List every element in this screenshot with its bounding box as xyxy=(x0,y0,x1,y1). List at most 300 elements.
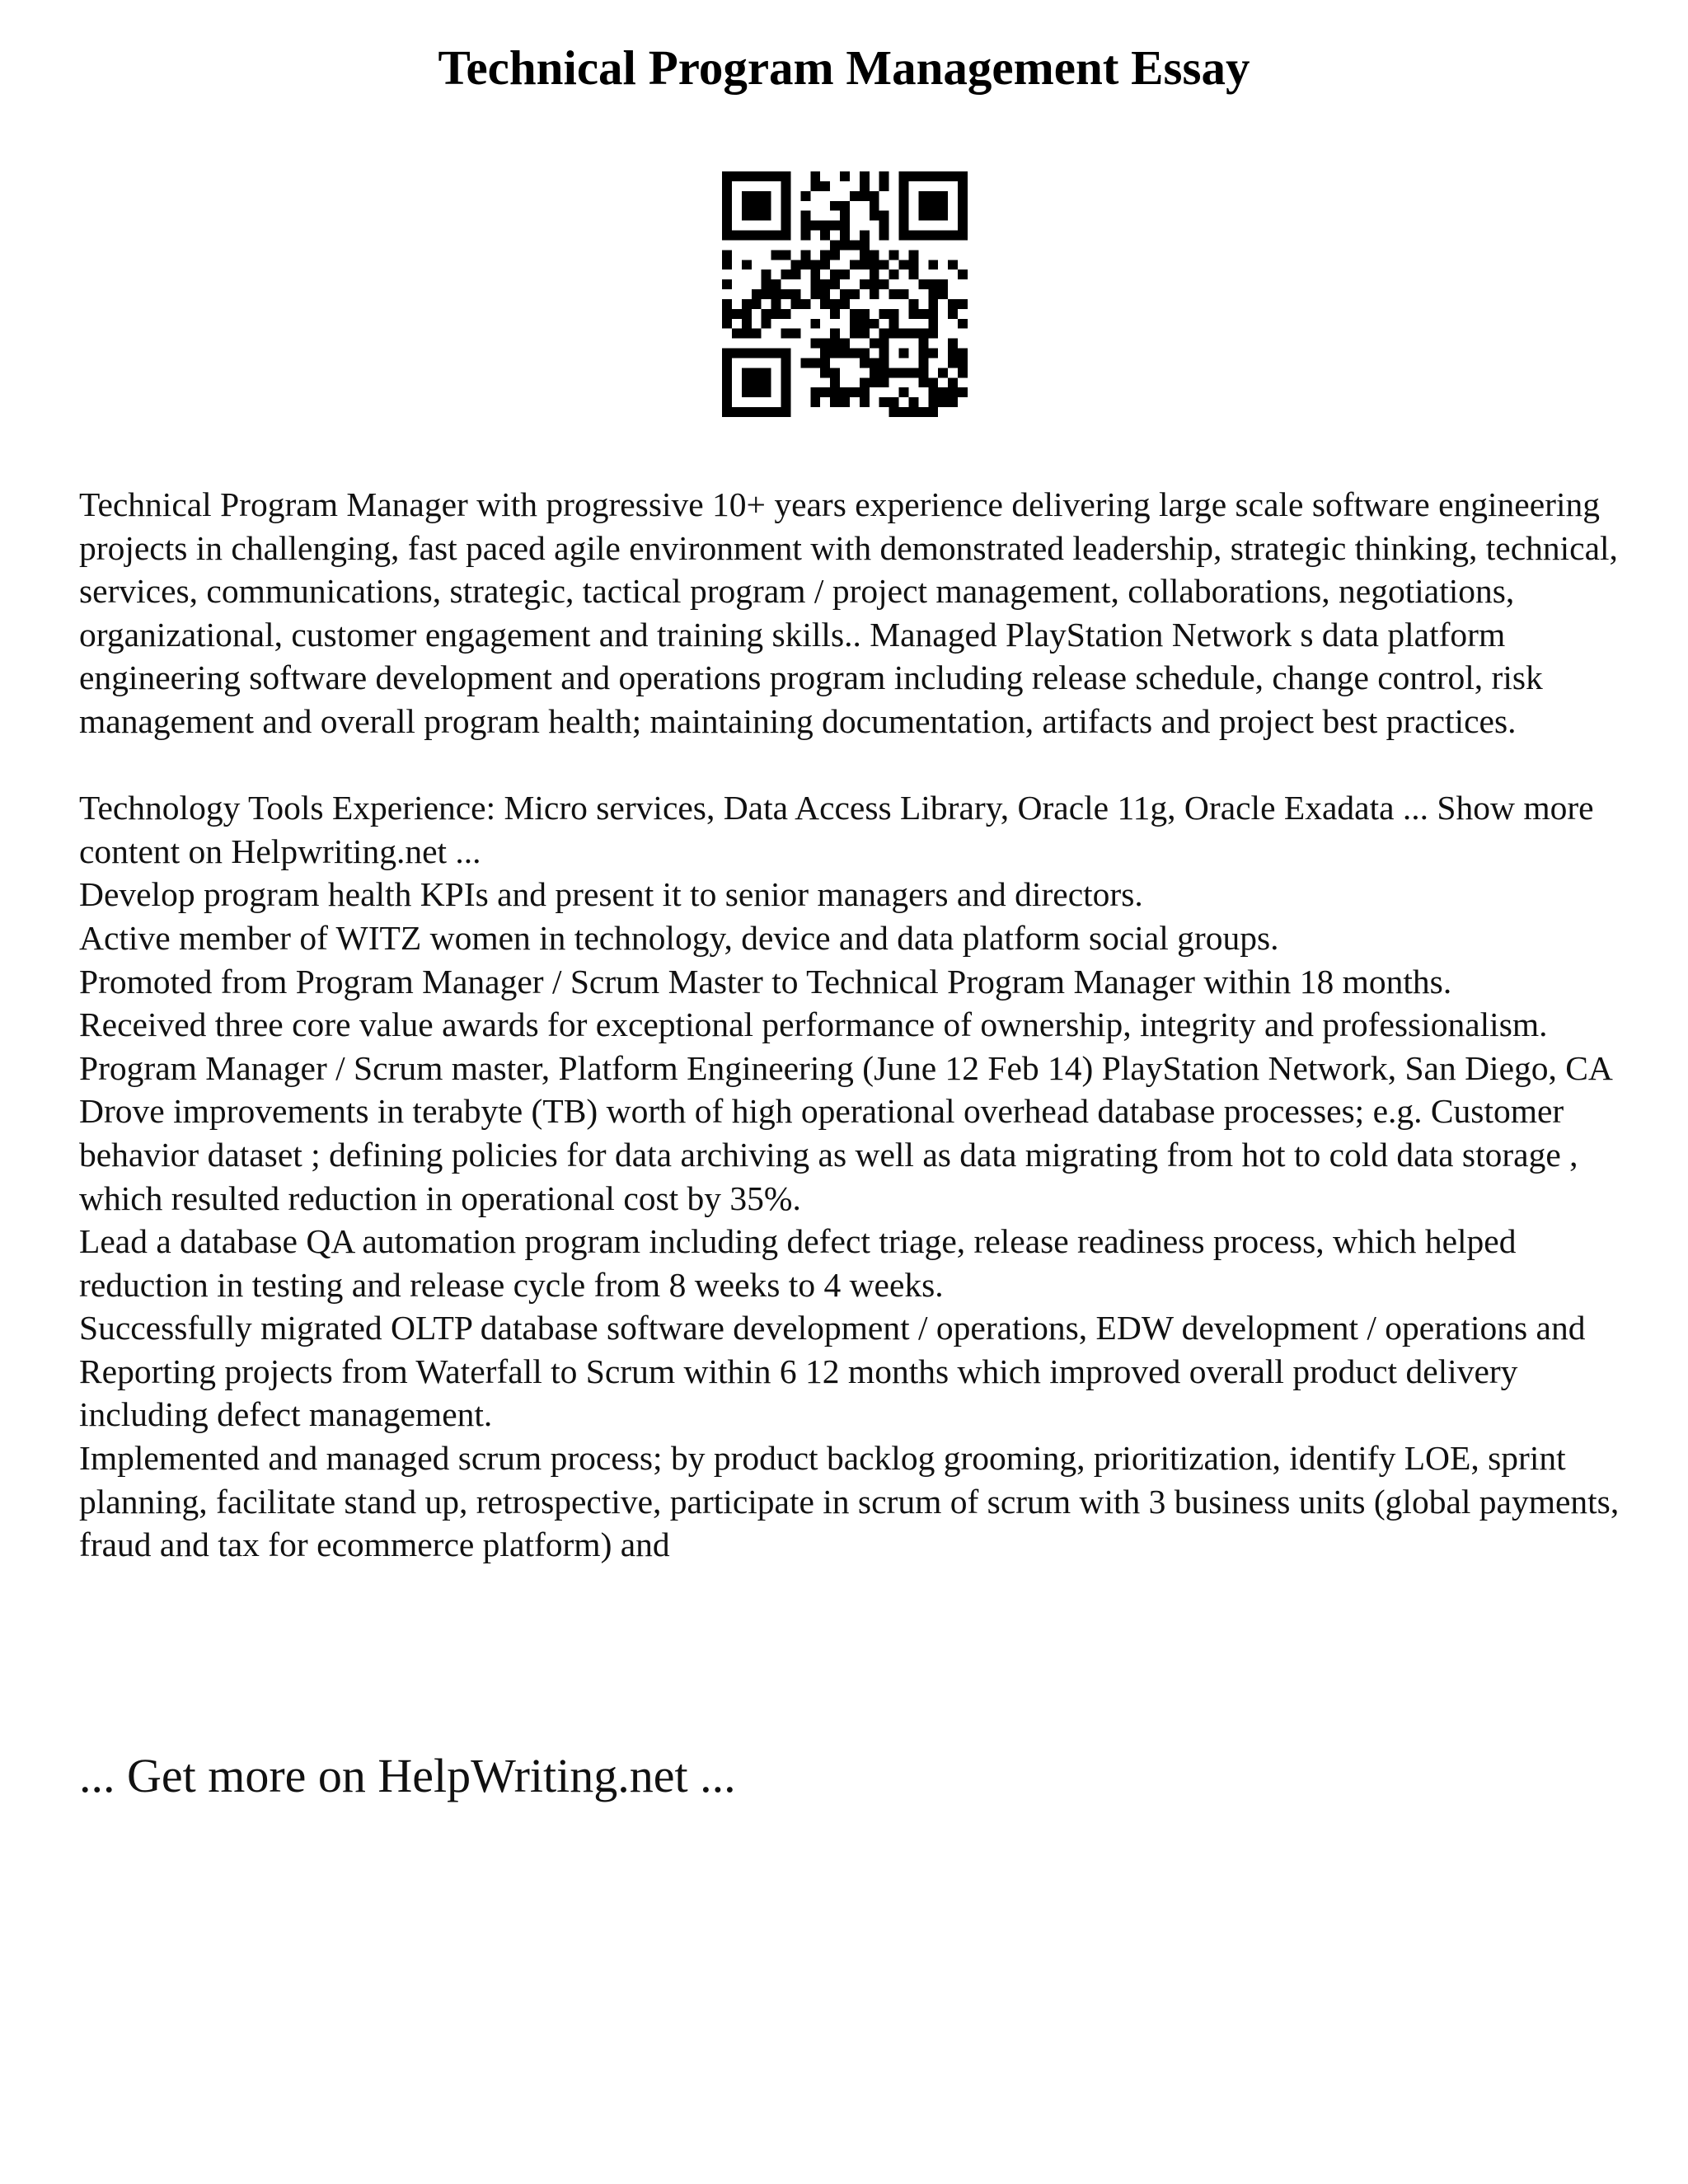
qr-module xyxy=(810,387,820,397)
qr-module xyxy=(752,387,762,397)
qr-module xyxy=(879,221,889,231)
body-line: Successfully migrated OLTP database software development / operations, EDW development / operations and Reporting projects from Waterfall to Scrum within 6 12 months which improved overall product delivery including defect management. xyxy=(79,1309,1586,1434)
qr-module xyxy=(908,407,918,417)
qr-module xyxy=(918,211,928,221)
qr-module xyxy=(860,171,870,181)
qr-module xyxy=(781,377,791,387)
qr-module xyxy=(771,231,781,241)
qr-module xyxy=(928,211,938,221)
qr-module xyxy=(722,201,732,211)
body-line: Program Manager / Scrum master, Platform Engineering (June 12 Feb 14) PlayStation Network, San Diego, CA xyxy=(79,1048,1613,1087)
qr-module xyxy=(732,407,742,417)
qr-module xyxy=(918,191,928,201)
qr-module xyxy=(732,309,742,319)
qr-module xyxy=(742,368,752,377)
qr-module xyxy=(722,221,732,231)
qr-module xyxy=(870,260,879,269)
qr-module xyxy=(870,201,879,211)
qr-module xyxy=(762,289,771,299)
qr-module xyxy=(879,260,889,269)
qr-module xyxy=(879,339,889,349)
qr-module xyxy=(762,211,771,221)
qr-module xyxy=(722,299,732,309)
qr-module xyxy=(908,231,918,241)
qr-module xyxy=(742,260,752,269)
qr-module xyxy=(860,358,870,368)
qr-module xyxy=(732,231,742,241)
qr-module xyxy=(790,260,800,269)
qr-module xyxy=(860,349,870,359)
qr-module xyxy=(889,397,899,407)
qr-module xyxy=(870,279,879,289)
qr-module xyxy=(781,358,791,368)
qr-module xyxy=(840,171,850,181)
qr-module xyxy=(810,397,820,407)
qr-module xyxy=(850,329,860,339)
qr-module xyxy=(918,201,928,211)
qr-module xyxy=(722,368,732,377)
qr-module xyxy=(948,397,958,407)
qr-module xyxy=(810,221,820,231)
qr-module xyxy=(958,269,968,279)
qr-module xyxy=(732,349,742,359)
qr-module xyxy=(889,289,899,299)
qr-module xyxy=(771,289,781,299)
qr-module xyxy=(870,289,879,299)
qr-module xyxy=(800,260,810,269)
qr-module xyxy=(840,289,850,299)
qr-module xyxy=(781,329,791,339)
qr-module xyxy=(800,211,810,221)
qr-module xyxy=(870,211,879,221)
qr-module xyxy=(752,407,762,417)
qr-module xyxy=(752,329,762,339)
qr-module xyxy=(958,358,968,368)
qr-module xyxy=(830,397,840,407)
qr-module xyxy=(722,279,732,289)
qr-module xyxy=(938,289,948,299)
qr-module xyxy=(870,319,879,329)
qr-module xyxy=(722,250,732,260)
qr-module xyxy=(879,349,889,359)
qr-module xyxy=(781,289,791,299)
qr-module xyxy=(908,329,918,339)
qr-module xyxy=(948,387,958,397)
qr-module xyxy=(781,201,791,211)
qr-module xyxy=(928,299,938,309)
qr-module xyxy=(762,319,771,329)
qr-module xyxy=(771,250,781,260)
qr-module xyxy=(830,201,840,211)
qr-module xyxy=(742,387,752,397)
qr-module xyxy=(899,231,909,241)
qr-module xyxy=(860,240,870,250)
qr-module xyxy=(899,289,909,299)
qr-module xyxy=(722,349,732,359)
qr-module xyxy=(830,269,840,279)
qr-module xyxy=(820,181,830,191)
qr-module xyxy=(810,260,820,269)
qr-module xyxy=(820,299,830,309)
qr-module xyxy=(771,279,781,289)
qr-module xyxy=(790,329,800,339)
qr-module xyxy=(860,377,870,387)
qr-module xyxy=(928,397,938,407)
qr-module xyxy=(908,309,918,319)
qr-module xyxy=(879,171,889,181)
qr-module xyxy=(762,368,771,377)
qr-module xyxy=(752,349,762,359)
qr-module xyxy=(958,171,968,181)
qr-module xyxy=(781,397,791,407)
qr-module xyxy=(742,309,752,319)
qr-module xyxy=(908,269,918,279)
qr-module xyxy=(752,191,762,201)
qr-module xyxy=(928,279,938,289)
qr-module xyxy=(948,349,958,359)
qr-module xyxy=(810,339,820,349)
qr-module xyxy=(830,309,840,319)
qr-module xyxy=(899,181,909,191)
qr-module xyxy=(928,231,938,241)
qr-module xyxy=(870,191,879,201)
qr-module xyxy=(889,368,899,377)
qr-module xyxy=(762,201,771,211)
qr-module xyxy=(830,299,840,309)
qr-module xyxy=(752,201,762,211)
qr-module xyxy=(928,191,938,201)
qr-module xyxy=(762,269,771,279)
qr-module xyxy=(928,377,938,387)
qr-module xyxy=(879,181,889,191)
qr-module xyxy=(870,250,879,260)
qr-module xyxy=(879,397,889,407)
qr-module xyxy=(781,368,791,377)
qr-module xyxy=(938,387,948,397)
qr-module xyxy=(918,358,928,368)
qr-module xyxy=(790,289,800,299)
qr-module xyxy=(948,171,958,181)
qr-module xyxy=(928,319,938,329)
qr-module xyxy=(722,260,732,269)
qr-module xyxy=(850,289,860,299)
qr-module xyxy=(928,201,938,211)
qr-module xyxy=(889,329,899,339)
qr-module xyxy=(820,279,830,289)
qr-module xyxy=(790,269,800,279)
qr-code-image xyxy=(722,171,968,417)
qr-module xyxy=(908,368,918,377)
qr-module xyxy=(879,368,889,377)
qr-module xyxy=(879,358,889,368)
qr-module xyxy=(850,240,860,250)
qr-module xyxy=(762,309,771,319)
qr-module xyxy=(840,349,850,359)
qr-module xyxy=(908,397,918,407)
qr-module xyxy=(752,231,762,241)
qr-module xyxy=(800,358,810,368)
qr-module xyxy=(820,358,830,368)
qr-module xyxy=(810,171,820,181)
qr-module xyxy=(879,309,889,319)
qr-module xyxy=(742,191,752,201)
qr-module xyxy=(958,221,968,231)
body-line: Technology Tools Experience: Micro services, Data Access Library, Oracle 11g, Oracle Exadata ... Show more content on Helpwriting.net ... xyxy=(79,789,1594,870)
qr-module xyxy=(820,387,830,397)
body-line: Promoted from Program Manager / Scrum Master to Technical Program Manager within 18 months. xyxy=(79,962,1452,1001)
qr-module xyxy=(928,260,938,269)
qr-module xyxy=(850,387,860,397)
qr-module xyxy=(938,211,948,221)
qr-module xyxy=(958,231,968,241)
qr-module xyxy=(850,309,860,319)
qr-module xyxy=(840,211,850,221)
qr-module xyxy=(820,368,830,377)
qr-module xyxy=(908,260,918,269)
qr-module xyxy=(958,299,968,309)
qr-module xyxy=(742,299,752,309)
qr-module xyxy=(742,329,752,339)
qr-module xyxy=(781,349,791,359)
qr-module xyxy=(899,387,909,397)
qr-module xyxy=(918,339,928,349)
qr-module xyxy=(752,299,762,309)
qr-module xyxy=(899,349,909,359)
qr-module xyxy=(781,181,791,191)
qr-module xyxy=(810,358,820,368)
body-line: Lead a database QA automation program including defect triage, release readiness process, which helped reduction in testing and release cycle from 8 weeks to 4 weeks. xyxy=(79,1222,1517,1304)
qr-module xyxy=(948,260,958,269)
qr-module xyxy=(870,368,879,377)
qr-module xyxy=(918,171,928,181)
qr-module xyxy=(722,358,732,368)
qr-module xyxy=(958,319,968,329)
qr-module xyxy=(928,329,938,339)
qr-module xyxy=(948,309,958,319)
qr-module xyxy=(830,279,840,289)
body-line: Received three core value awards for exceptional performance of ownership, integrity and professionalism. xyxy=(79,1005,1548,1044)
qr-module xyxy=(958,211,968,221)
qr-module xyxy=(958,191,968,201)
qr-module xyxy=(918,329,928,339)
qr-module xyxy=(860,231,870,241)
get-more-link[interactable]: ... Get more on HelpWriting.net ... xyxy=(79,1749,736,1802)
qr-module xyxy=(752,171,762,181)
qr-module xyxy=(732,329,742,339)
qr-module xyxy=(899,260,909,269)
qr-module xyxy=(918,279,928,289)
qr-module xyxy=(899,191,909,201)
qr-module xyxy=(879,211,889,221)
qr-module xyxy=(820,221,830,231)
qr-module xyxy=(938,279,948,289)
qr-module xyxy=(899,221,909,231)
qr-module xyxy=(889,309,899,319)
qr-module xyxy=(899,329,909,339)
qr-module xyxy=(889,319,899,329)
qr-module xyxy=(742,201,752,211)
document-title: Technical Program Management Essay xyxy=(438,40,1250,95)
qr-module xyxy=(830,329,840,339)
qr-module xyxy=(908,171,918,181)
body-line: Develop program health KPIs and present it to senior managers and directors. xyxy=(79,875,1143,914)
qr-module xyxy=(771,171,781,181)
qr-module xyxy=(840,201,850,211)
qr-module xyxy=(722,319,732,329)
qr-module xyxy=(928,289,938,299)
qr-module xyxy=(840,231,850,241)
qr-module xyxy=(722,181,732,191)
qr-module xyxy=(850,349,860,359)
qr-module xyxy=(899,368,909,377)
qr-module xyxy=(860,397,870,407)
qr-module xyxy=(722,191,732,201)
qr-module xyxy=(800,250,810,260)
qr-module xyxy=(830,377,840,387)
qr-module xyxy=(899,201,909,211)
qr-module xyxy=(958,349,968,359)
qr-module xyxy=(781,221,791,231)
qr-module xyxy=(762,279,771,289)
qr-module xyxy=(840,240,850,250)
qr-module xyxy=(928,407,938,417)
qr-module xyxy=(810,181,820,191)
qr-module xyxy=(860,319,870,329)
qr-module xyxy=(742,211,752,221)
qr-module xyxy=(752,368,762,377)
qr-module xyxy=(762,191,771,201)
qr-module xyxy=(771,309,781,319)
qr-module xyxy=(908,299,918,309)
qr-module xyxy=(742,349,752,359)
qr-module xyxy=(860,250,870,260)
qr-module xyxy=(800,299,810,309)
qr-module xyxy=(918,407,928,417)
qr-module xyxy=(830,240,840,250)
qr-module xyxy=(810,279,820,289)
qr-module xyxy=(860,181,870,191)
qr-module xyxy=(752,289,762,299)
qr-module xyxy=(781,231,791,241)
qr-module xyxy=(820,349,830,359)
qr-module xyxy=(958,387,968,397)
qr-module xyxy=(870,269,879,279)
qr-module xyxy=(928,171,938,181)
qr-module xyxy=(722,211,732,221)
qr-module xyxy=(820,231,830,241)
qr-module xyxy=(732,171,742,181)
qr-module xyxy=(948,339,958,349)
qr-module xyxy=(918,368,928,377)
qr-module xyxy=(918,349,928,359)
qr-module xyxy=(722,407,732,417)
qr-module xyxy=(771,407,781,417)
qr-module xyxy=(742,171,752,181)
qr-module xyxy=(928,309,938,319)
qr-module xyxy=(752,377,762,387)
qr-module xyxy=(752,211,762,221)
qr-module xyxy=(781,309,791,319)
qr-module xyxy=(958,368,968,377)
qr-module xyxy=(840,221,850,231)
qr-module xyxy=(830,368,840,377)
qr-module xyxy=(899,211,909,221)
qr-module xyxy=(889,269,899,279)
qr-module xyxy=(781,387,791,397)
qr-module xyxy=(958,201,968,211)
qr-module xyxy=(870,377,879,387)
qr-module xyxy=(781,211,791,221)
body-line: Implemented and managed scrum process; by product backlog grooming, prioritization, identify LOE, sprint planning, facilitate stand up, retrospective, participate in scrum of scrum with 3 business units (global payments, fraud and tax for ecommerce platform) and xyxy=(79,1439,1620,1564)
qr-module xyxy=(771,299,781,309)
qr-module xyxy=(860,191,870,201)
qr-module xyxy=(889,250,899,260)
qr-module xyxy=(830,387,840,397)
qr-module xyxy=(938,171,948,181)
qr-module xyxy=(800,191,810,201)
qr-module xyxy=(742,231,752,241)
qr-module xyxy=(820,289,830,299)
qr-module xyxy=(800,221,810,231)
essay-body xyxy=(79,483,1629,1567)
qr-module xyxy=(948,358,958,368)
qr-module xyxy=(870,358,879,368)
qr-module xyxy=(879,377,889,387)
qr-module xyxy=(722,377,732,387)
qr-module xyxy=(742,407,752,417)
qr-module xyxy=(781,407,791,417)
qr-module xyxy=(938,201,948,211)
qr-module xyxy=(918,231,928,241)
qr-module xyxy=(958,181,968,191)
qr-module xyxy=(850,191,860,201)
qr-module xyxy=(762,171,771,181)
qr-module xyxy=(889,407,899,417)
qr-module xyxy=(810,319,820,329)
qr-module xyxy=(918,377,928,387)
qr-module xyxy=(771,349,781,359)
qr-module xyxy=(860,329,870,339)
qr-module xyxy=(830,221,840,231)
qr-module xyxy=(820,260,830,269)
qr-module xyxy=(928,387,938,397)
qr-module xyxy=(860,387,870,397)
qr-module xyxy=(879,279,889,289)
qr-module xyxy=(762,387,771,397)
qr-module xyxy=(820,250,830,260)
qr-module xyxy=(781,191,791,201)
qr-module xyxy=(820,339,830,349)
qr-module xyxy=(742,377,752,387)
qr-module xyxy=(899,407,909,417)
qr-module xyxy=(762,231,771,241)
qr-module xyxy=(879,231,889,241)
qr-module xyxy=(938,231,948,241)
qr-module xyxy=(830,349,840,359)
qr-module xyxy=(908,250,918,260)
qr-module xyxy=(948,299,958,309)
qr-module xyxy=(840,269,850,279)
qr-module xyxy=(938,368,948,377)
qr-module xyxy=(948,231,958,241)
qr-module xyxy=(810,269,820,279)
qr-module xyxy=(860,309,870,319)
qr-module xyxy=(840,299,850,309)
qr-module xyxy=(781,269,791,279)
qr-module xyxy=(781,171,791,181)
qr-module xyxy=(810,289,820,299)
body-line: Active member of WITZ women in technology, device and data platform social groups. xyxy=(79,918,1279,957)
